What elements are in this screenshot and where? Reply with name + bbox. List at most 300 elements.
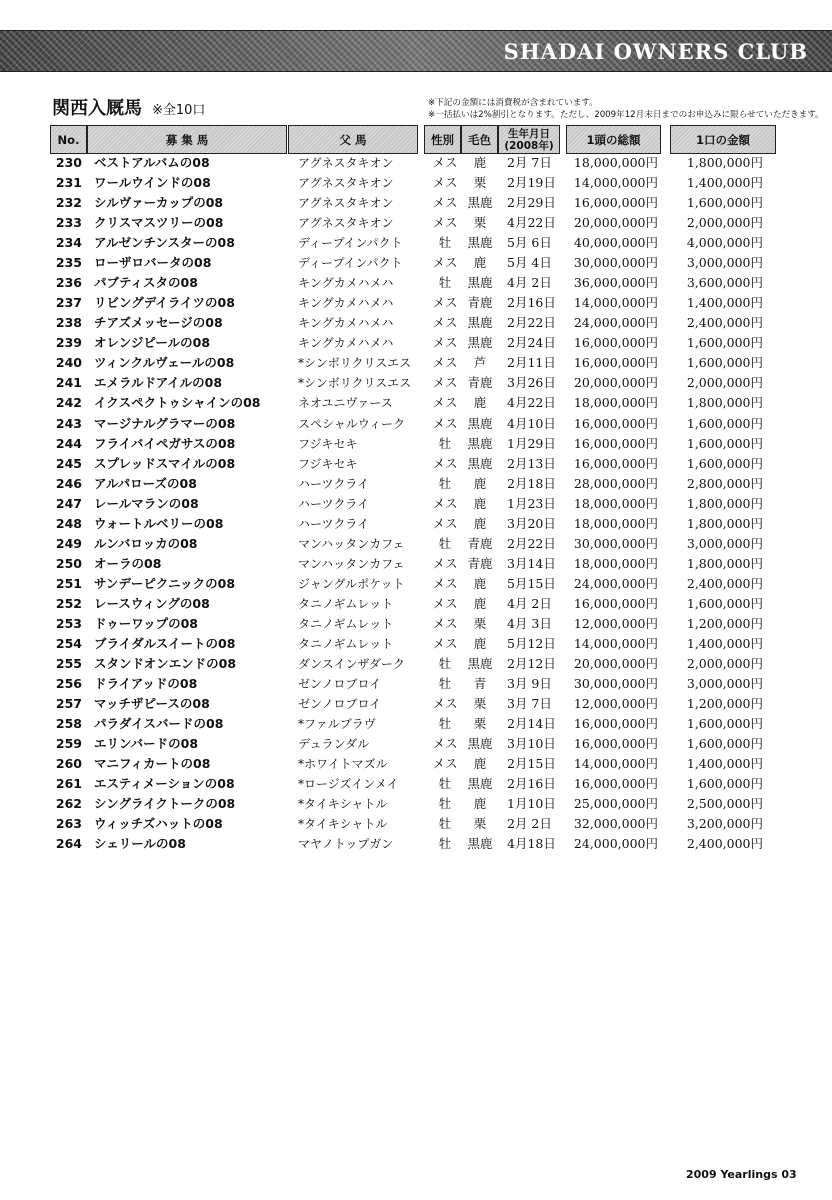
horse-name: シルヴァーカップの08 (94, 195, 224, 211)
table-row (0, 534, 832, 554)
share-price: 3,600,000円 (686, 275, 763, 291)
horse-name: レールマランの08 (94, 495, 199, 511)
row-number: 232 (55, 195, 82, 211)
horse-name: オレンジピールの08 (94, 335, 211, 351)
row-number: 245 (55, 455, 82, 471)
row-number: 258 (55, 716, 82, 732)
sex-cell: メス (432, 455, 458, 471)
sire-name: アグネスタキオン (298, 196, 394, 211)
share-price: 1,800,000円 (686, 155, 763, 170)
total-price: 14,000,000円 (573, 295, 658, 311)
sex-cell: メス (432, 495, 458, 511)
sire-name: キングカメハメハ (298, 316, 394, 331)
sire-name: キングカメハメハ (298, 276, 394, 291)
birth-date: 1月23日 (507, 495, 556, 511)
coat-color: 鹿 (473, 796, 487, 812)
birth-date: 2月22日 (507, 315, 556, 331)
share-price: 1,600,000円 (686, 736, 763, 752)
sex-cell: メス (432, 555, 458, 571)
total-price: 12,000,000円 (573, 615, 658, 631)
total-price: 16,000,000円 (573, 595, 658, 611)
horse-name: シェリールの08 (94, 836, 186, 852)
sex-cell: 牡 (438, 796, 452, 812)
header-horse: 募 集 馬 (87, 125, 287, 154)
total-price: 24,000,000円 (573, 836, 658, 852)
horse-name: クリスマスツリーの08 (94, 215, 224, 231)
coat-color: 鹿 (473, 575, 487, 591)
club-title: SHADAI OWNERS CLUB (503, 39, 808, 64)
sex-cell: 牡 (438, 275, 452, 291)
share-price: 2,000,000円 (686, 215, 763, 231)
coat-color: 栗 (473, 716, 487, 732)
coat-color: 鹿 (473, 255, 487, 271)
row-number: 235 (55, 255, 82, 271)
share-price: 2,000,000円 (686, 375, 763, 391)
horse-name: ブライダルスイートの08 (94, 635, 236, 651)
total-price: 16,000,000円 (573, 335, 658, 351)
total-price: 24,000,000円 (573, 575, 658, 591)
birth-date: 2月15日 (507, 756, 556, 772)
total-price: 36,000,000円 (573, 275, 658, 291)
birth-date: 2月29日 (507, 195, 556, 211)
coat-color: 黒鹿 (467, 315, 493, 331)
horse-name: リビングデイライツの08 (94, 295, 235, 311)
share-price: 3,200,000円 (686, 816, 763, 832)
table-row (0, 634, 832, 654)
row-number: 244 (55, 435, 82, 451)
horse-name: ローザロバータの08 (94, 255, 212, 271)
share-price: 2,400,000円 (686, 836, 763, 852)
sire-name: ハーツクライ (298, 516, 370, 531)
horse-name: チアズメッセージの08 (94, 315, 223, 331)
sex-cell: 牡 (438, 716, 452, 732)
total-price: 18,000,000円 (573, 495, 658, 511)
coat-color: 青鹿 (467, 535, 493, 551)
horse-name: ルンバロッカの08 (94, 535, 198, 551)
share-price: 2,000,000円 (686, 656, 763, 671)
total-price: 12,000,000円 (573, 696, 658, 712)
header-color: 毛色 (461, 125, 498, 154)
table-row (0, 173, 832, 193)
sex-cell: メス (432, 575, 458, 591)
total-price: 30,000,000円 (573, 535, 658, 551)
page-footer: 2009 Yearlings 03 (686, 1168, 797, 1181)
row-number: 242 (55, 395, 82, 411)
sire-name: アグネスタキオン (298, 176, 394, 191)
share-price: 1,600,000円 (686, 455, 763, 471)
sire-name: ディープインパクト (298, 236, 403, 251)
table-row (0, 674, 832, 694)
note-line: ※一括払いは2%割引となります。ただし、2009年12月末日までのお申込みに限らせていただきます。 (428, 110, 824, 120)
header-total: 1頭の総額 (566, 125, 661, 154)
total-price: 18,000,000円 (573, 555, 658, 571)
share-price: 1,600,000円 (686, 415, 763, 431)
sex-cell: 牡 (438, 676, 452, 692)
sex-cell: メス (432, 355, 458, 371)
section-title: 関西入厩馬 (52, 98, 142, 119)
share-price: 1,600,000円 (686, 335, 763, 351)
share-price: 2,400,000円 (686, 575, 763, 591)
table-row (0, 514, 832, 534)
birth-date: 2月14日 (507, 716, 556, 732)
row-number: 241 (55, 375, 82, 391)
sire-name: マンハッタンカフェ (298, 556, 405, 571)
share-price: 1,600,000円 (686, 355, 763, 371)
row-number: 254 (55, 635, 82, 651)
sire-name: *シンボリクリスエス (298, 356, 412, 371)
sex-cell: 牡 (438, 776, 452, 792)
total-price: 28,000,000円 (573, 475, 658, 491)
table-row (0, 373, 832, 393)
share-price: 1,800,000円 (686, 495, 763, 511)
row-number: 257 (55, 696, 82, 712)
header-per-share: 1口の金額 (670, 125, 776, 154)
sex-cell: メス (432, 415, 458, 431)
birth-date: 3月26日 (507, 375, 556, 391)
total-price: 16,000,000円 (573, 716, 658, 732)
total-price: 40,000,000円 (573, 235, 658, 251)
table-row (0, 494, 832, 514)
header-sex: 性別 (424, 125, 461, 154)
birth-date: 3月14日 (507, 555, 556, 571)
total-price: 18,000,000円 (573, 395, 658, 411)
row-number: 246 (55, 475, 82, 491)
birth-date: 3月 7日 (507, 696, 552, 712)
total-price: 16,000,000円 (573, 736, 658, 752)
birth-date: 2月16日 (507, 295, 556, 311)
coat-color: 黒鹿 (467, 455, 493, 471)
table-row (0, 253, 832, 273)
table-row (0, 393, 832, 413)
coat-color: 青鹿 (467, 375, 493, 391)
table-row (0, 594, 832, 614)
table-row (0, 434, 832, 454)
table-row (0, 754, 832, 774)
sire-name: *ホワイトマズル (298, 757, 388, 772)
coat-color: 青鹿 (467, 555, 493, 571)
table-row (0, 574, 832, 594)
birth-date: 5月 4日 (507, 255, 552, 271)
total-price: 16,000,000円 (573, 355, 658, 371)
row-number: 234 (55, 235, 82, 251)
sex-cell: メス (432, 315, 458, 331)
birth-date: 2月11日 (507, 355, 556, 371)
sire-name: フジキセキ (298, 436, 358, 451)
row-number: 249 (55, 535, 82, 551)
total-price: 14,000,000円 (573, 635, 658, 651)
sex-cell: 牡 (438, 656, 452, 671)
coat-color: 鹿 (473, 595, 487, 611)
coat-color: 黒鹿 (467, 836, 493, 852)
sex-cell: メス (432, 595, 458, 611)
horse-name: パラダイスバードの08 (94, 716, 224, 732)
coat-color: 栗 (473, 175, 487, 191)
coat-color: 青鹿 (467, 295, 493, 311)
coat-color: 鹿 (473, 395, 487, 411)
row-number: 237 (55, 295, 82, 311)
row-number: 264 (55, 836, 82, 852)
sex-cell: メス (432, 615, 458, 631)
coat-color: 鹿 (473, 155, 487, 170)
share-price: 1,600,000円 (686, 776, 763, 792)
horse-name: フライバイペガサスの08 (94, 435, 236, 451)
horse-name: パブティスタの08 (94, 275, 198, 291)
birth-date: 3月10日 (507, 736, 556, 752)
sire-name: ハーツクライ (298, 496, 370, 511)
sire-name: キングカメハメハ (298, 336, 394, 351)
sex-cell: メス (432, 195, 458, 211)
sire-name: ダンスインザダーク (298, 657, 405, 671)
header-birthdate-line1: 生年月日 (508, 127, 550, 140)
row-number: 263 (55, 816, 82, 832)
horse-name: エスティメーションの08 (94, 776, 235, 792)
share-price: 3,000,000円 (686, 255, 763, 271)
row-number: 248 (55, 515, 82, 531)
horse-name: シングライクトークの08 (94, 796, 236, 812)
share-price: 1,800,000円 (686, 555, 763, 571)
row-number: 231 (55, 175, 82, 191)
table-row (0, 714, 832, 734)
header-no: No. (50, 125, 87, 154)
horse-name: ウィッチズハットの08 (94, 816, 223, 832)
total-price: 25,000,000円 (573, 796, 658, 812)
birth-date: 2月16日 (507, 776, 556, 792)
birth-date: 2月24日 (507, 335, 556, 351)
total-price: 16,000,000円 (573, 415, 658, 431)
sire-name: マヤノトップガン (298, 837, 394, 852)
total-price: 20,000,000円 (573, 656, 658, 671)
birth-date: 4月22日 (507, 395, 556, 411)
coat-color: 黒鹿 (467, 656, 493, 671)
birth-date: 3月20日 (507, 515, 556, 531)
sex-cell: 牡 (438, 535, 452, 551)
total-price: 16,000,000円 (573, 455, 658, 471)
coat-color: 芦 (473, 355, 487, 371)
table-row (0, 293, 832, 313)
row-number: 250 (55, 555, 82, 571)
birth-date: 2月13日 (507, 455, 556, 471)
coat-color: 鹿 (473, 515, 487, 531)
birth-date: 4月 2日 (507, 275, 552, 291)
horse-name: スタンドオンエンドの08 (94, 656, 237, 671)
sire-name: アグネスタキオン (298, 216, 394, 231)
sire-name: *ロージズインメイ (298, 777, 399, 792)
row-number: 259 (55, 736, 82, 752)
header-birthdate (498, 125, 560, 154)
row-number: 256 (55, 676, 82, 692)
birth-date: 2月12日 (507, 656, 556, 671)
birth-date: 4月18日 (507, 836, 556, 852)
share-price: 1,800,000円 (686, 395, 763, 411)
birth-date: 1月29日 (507, 435, 556, 451)
table-row (0, 193, 832, 213)
coat-color: 黒鹿 (467, 335, 493, 351)
coat-color: 黒鹿 (467, 776, 493, 792)
birth-date: 3月 9日 (507, 676, 552, 692)
horse-name: アルゼンチンスターの08 (94, 235, 235, 251)
table-row (0, 614, 832, 634)
share-price: 1,400,000円 (686, 756, 763, 772)
total-price: 16,000,000円 (573, 195, 658, 211)
total-price: 20,000,000円 (573, 375, 658, 391)
share-price: 2,500,000円 (686, 796, 763, 812)
share-price: 4,000,000円 (686, 235, 763, 251)
row-number: 260 (55, 756, 82, 772)
horse-name: エリンバードの08 (94, 736, 199, 752)
sire-name: アグネスタキオン (298, 156, 394, 170)
total-price: 30,000,000円 (573, 676, 658, 692)
table-row (0, 794, 832, 814)
sire-name: ディープインパクト (298, 256, 403, 271)
total-price: 30,000,000円 (573, 255, 658, 271)
share-price: 3,000,000円 (686, 535, 763, 551)
share-price: 2,400,000円 (686, 315, 763, 331)
horse-name: オーラの08 (94, 555, 162, 571)
header-birthdate-line2: (2008年) (504, 139, 554, 152)
sex-cell: メス (432, 155, 458, 170)
horse-name: エメラルドアイルの08 (94, 375, 223, 391)
birth-date: 1月10日 (507, 796, 556, 812)
table-row (0, 654, 832, 674)
row-number: 233 (55, 215, 82, 231)
total-price: 14,000,000円 (573, 175, 658, 191)
sire-name: ハーツクライ (298, 476, 370, 491)
table-row (0, 333, 832, 353)
sex-cell: メス (432, 515, 458, 531)
table-row (0, 313, 832, 333)
price-notes (428, 97, 824, 121)
table-row (0, 554, 832, 574)
share-price: 1,400,000円 (686, 175, 763, 191)
sex-cell: 牡 (438, 836, 452, 852)
horse-name: サンデーピクニックの08 (94, 575, 236, 591)
total-price: 24,000,000円 (573, 315, 658, 331)
coat-color: 青 (473, 676, 487, 692)
table-row (0, 273, 832, 293)
birth-date: 5月 6日 (507, 235, 552, 251)
share-price: 3,000,000円 (686, 676, 763, 692)
birth-date: 4月10日 (507, 415, 556, 431)
share-price: 1,200,000円 (686, 615, 763, 631)
sire-name: ネオユニヴァース (298, 396, 393, 411)
birth-date: 2月18日 (507, 475, 556, 491)
row-number: 253 (55, 615, 82, 631)
sire-name: タニノギムレット (298, 596, 394, 611)
header-sire: 父 馬 (288, 125, 418, 154)
table-row (0, 454, 832, 474)
share-price: 1,600,000円 (686, 716, 763, 732)
table-row (0, 814, 832, 834)
row-number: 247 (55, 495, 82, 511)
coat-color: 鹿 (473, 475, 487, 491)
sire-name: マンハッタンカフェ (298, 536, 405, 551)
sex-cell: メス (432, 255, 458, 271)
coat-color: 黒鹿 (467, 736, 493, 752)
coat-color: 鹿 (473, 756, 487, 772)
table-row (0, 233, 832, 253)
sire-name: スペシャルウィーク (298, 416, 406, 431)
share-price: 2,800,000円 (686, 475, 763, 491)
horse-name: ツィンクルヴェールの08 (94, 355, 235, 371)
total-price: 20,000,000円 (573, 215, 658, 231)
horse-name: イクスペクトゥシャインの08 (94, 395, 261, 411)
sire-name: *ファルブラヴ (298, 717, 376, 732)
table-row (0, 414, 832, 434)
coat-color: 栗 (473, 816, 487, 832)
sex-cell: メス (432, 756, 458, 772)
total-price: 16,000,000円 (573, 776, 658, 792)
sex-cell: メス (432, 635, 458, 651)
sex-cell: メス (432, 335, 458, 351)
horse-name: ドライアッドの08 (94, 676, 198, 692)
total-price: 14,000,000円 (573, 756, 658, 772)
sex-cell: メス (432, 395, 458, 411)
table-row (0, 353, 832, 373)
birth-date: 4月 3日 (507, 615, 552, 631)
row-number: 255 (55, 656, 82, 671)
sire-name: タニノギムレット (298, 636, 394, 651)
header-banner (0, 30, 832, 72)
sex-cell: メス (432, 736, 458, 752)
row-number: 238 (55, 315, 82, 331)
row-number: 252 (55, 595, 82, 611)
row-number: 251 (55, 575, 82, 591)
share-price: 1,400,000円 (686, 635, 763, 651)
table-row (0, 153, 832, 173)
row-number: 261 (55, 776, 82, 792)
row-number: 240 (55, 355, 82, 371)
sire-name: *タイキシャトル (298, 797, 388, 812)
coat-color: 黒鹿 (467, 195, 493, 211)
share-price: 1,600,000円 (686, 435, 763, 451)
table-row (0, 213, 832, 233)
row-number: 243 (55, 415, 82, 431)
row-number: 262 (55, 796, 82, 812)
share-price: 1,600,000円 (686, 195, 763, 211)
birth-date: 5月15日 (507, 575, 556, 591)
sex-cell: 牡 (438, 475, 452, 491)
table-row (0, 834, 832, 854)
sire-name: ゼンノロブロイ (298, 677, 382, 692)
sire-name: *シンボリクリスエス (298, 376, 412, 391)
birth-date: 2月22日 (507, 535, 556, 551)
coat-color: 鹿 (473, 635, 487, 651)
coat-color: 黒鹿 (467, 275, 493, 291)
sex-cell: 牡 (438, 235, 452, 251)
sire-name: ゼンノロブロイ (298, 697, 382, 712)
coat-color: 黒鹿 (467, 235, 493, 251)
coat-color: 栗 (473, 615, 487, 631)
birth-date: 2月19日 (507, 175, 556, 191)
horse-name: スプレッドスマイルの08 (94, 455, 236, 471)
horse-name: ウォートルベリーの08 (94, 515, 224, 531)
horse-name: マニフィカートの08 (94, 756, 211, 772)
birth-date: 4月 2日 (507, 595, 552, 611)
coat-color: 鹿 (473, 495, 487, 511)
sire-name: タニノギムレット (298, 616, 394, 631)
horse-name: アルパローズの08 (94, 475, 197, 491)
share-price: 1,800,000円 (686, 515, 763, 531)
birth-date: 2月 2日 (507, 816, 552, 832)
table-row (0, 774, 832, 794)
birth-date: 2月 7日 (507, 155, 552, 170)
sex-cell: メス (432, 175, 458, 191)
row-number: 239 (55, 335, 82, 351)
coat-color: 栗 (473, 215, 487, 231)
horse-name: マージナルグラマーの08 (94, 415, 236, 431)
sex-cell: メス (432, 215, 458, 231)
coat-color: 黒鹿 (467, 435, 493, 451)
